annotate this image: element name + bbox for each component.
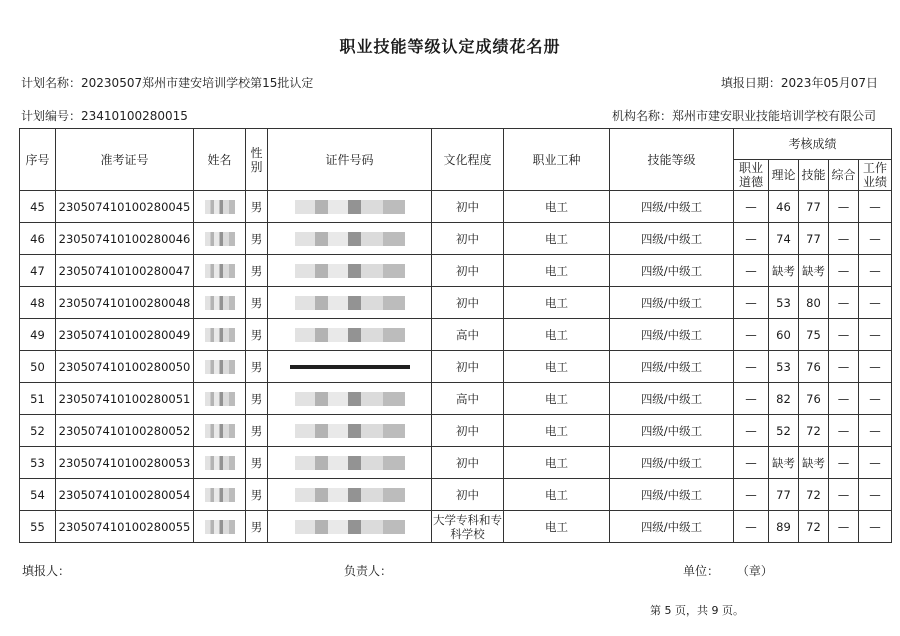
cell-exam-no: 230507410100280045 <box>56 191 194 223</box>
plan-name-label: 计划名称： <box>21 76 82 90</box>
cell-level: 四级/中级工 <box>610 319 734 351</box>
cell-gender: 男 <box>246 447 268 479</box>
cell-gender: 男 <box>246 383 268 415</box>
table-row <box>20 351 892 383</box>
cell-id-redacted <box>268 255 432 287</box>
cell-level: 四级/中级工 <box>610 511 734 543</box>
header-theory: 理论 <box>769 160 799 191</box>
cell-education: 高中 <box>432 319 504 351</box>
cell-moral: — <box>734 287 769 319</box>
cell-id-redacted <box>268 319 432 351</box>
cell-skill: 缺考 <box>799 255 829 287</box>
table-row <box>20 319 892 351</box>
cell-skill: 72 <box>799 415 829 447</box>
redaction-blur <box>205 392 235 406</box>
cell-seq: 55 <box>20 511 56 543</box>
cell-theory: 89 <box>769 511 799 543</box>
cell-exam-no: 230507410100280046 <box>56 223 194 255</box>
header-id-no: 证件号码 <box>268 129 432 191</box>
cell-work: — <box>859 511 892 543</box>
cell-level: 四级/中级工 <box>610 255 734 287</box>
redaction-blur <box>295 328 405 342</box>
org-name-label: 机构名称： <box>611 109 672 123</box>
cell-exam-no: 230507410100280048 <box>56 287 194 319</box>
redaction-blur <box>295 520 405 534</box>
redaction-blur <box>205 456 235 470</box>
cell-work: — <box>859 191 892 223</box>
cell-moral: — <box>734 383 769 415</box>
cell-seq: 45 <box>20 191 56 223</box>
cell-work: — <box>859 351 892 383</box>
cell-gender: 男 <box>246 479 268 511</box>
table-row <box>20 191 892 223</box>
cell-exam-no: 230507410100280047 <box>56 255 194 287</box>
header-level: 技能等级 <box>610 129 734 191</box>
cell-seq: 52 <box>20 415 56 447</box>
cell-moral: — <box>734 223 769 255</box>
cell-skill: 72 <box>799 479 829 511</box>
redaction-blur <box>205 520 235 534</box>
cell-skill: 80 <box>799 287 829 319</box>
cell-level: 四级/中级工 <box>610 287 734 319</box>
redaction-blur <box>205 296 235 310</box>
redaction-blur <box>295 296 405 310</box>
cell-level: 四级/中级工 <box>610 223 734 255</box>
cell-occupation: 电工 <box>504 255 610 287</box>
cell-skill: 77 <box>799 223 829 255</box>
cell-id-redacted <box>268 479 432 511</box>
cell-moral: — <box>734 415 769 447</box>
cell-occupation: 电工 <box>504 223 610 255</box>
cell-occupation: 电工 <box>504 351 610 383</box>
cell-overall: — <box>829 511 859 543</box>
cell-exam-no: 230507410100280053 <box>56 447 194 479</box>
cell-name-redacted <box>194 511 246 543</box>
cell-theory: 53 <box>769 287 799 319</box>
cell-work: — <box>859 287 892 319</box>
cell-level: 四级/中级工 <box>610 191 734 223</box>
redaction-blur <box>295 232 405 246</box>
cell-work: — <box>859 383 892 415</box>
redaction-blur <box>295 456 405 470</box>
cell-theory: 82 <box>769 383 799 415</box>
cell-moral: — <box>734 191 769 223</box>
cell-work: — <box>859 319 892 351</box>
cell-theory: 77 <box>769 479 799 511</box>
cell-occupation: 电工 <box>504 191 610 223</box>
cell-education: 大学专科和专科学校 <box>433 512 502 541</box>
cell-name-redacted <box>194 191 246 223</box>
cell-occupation: 电工 <box>504 287 610 319</box>
page-info: 第 5 页，共 9 页。 <box>650 604 744 617</box>
cell-skill: 75 <box>799 319 829 351</box>
cell-education: 初中 <box>432 479 504 511</box>
score-table <box>19 128 892 543</box>
cell-skill: 72 <box>799 511 829 543</box>
cell-level: 四级/中级工 <box>610 479 734 511</box>
redaction-blur <box>205 328 235 342</box>
cell-level: 四级/中级工 <box>610 447 734 479</box>
cell-seq: 48 <box>20 287 56 319</box>
cell-work: — <box>859 223 892 255</box>
cell-id-redacted <box>268 351 432 383</box>
plan-no-value: 23410100280015 <box>81 109 188 123</box>
cell-skill: 76 <box>799 351 829 383</box>
cell-gender: 男 <box>246 351 268 383</box>
seal-label: （章） <box>736 564 773 578</box>
cell-theory: 60 <box>769 319 799 351</box>
cell-overall: — <box>829 223 859 255</box>
table-row <box>20 287 892 319</box>
cell-theory: 52 <box>769 415 799 447</box>
cell-seq: 50 <box>20 351 56 383</box>
responsible-label: 负责人： <box>344 564 393 578</box>
cell-gender: 男 <box>246 319 268 351</box>
cell-skill: 77 <box>799 191 829 223</box>
cell-exam-no: 230507410100280049 <box>56 319 194 351</box>
cell-education: 高中 <box>432 383 504 415</box>
cell-overall: — <box>829 351 859 383</box>
cell-education: 初中 <box>432 415 504 447</box>
cell-work: — <box>859 447 892 479</box>
table-row <box>20 511 892 543</box>
cell-overall: — <box>829 383 859 415</box>
org-name-line <box>612 107 876 124</box>
cell-overall: — <box>829 287 859 319</box>
header-name: 姓名 <box>194 129 246 191</box>
header-moral: 职业道德 <box>734 160 769 191</box>
cell-name-redacted <box>194 255 246 287</box>
table-row <box>20 223 892 255</box>
cell-name-redacted <box>194 287 246 319</box>
redaction-blur <box>205 360 235 374</box>
redaction-blur <box>295 424 405 438</box>
cell-seq: 46 <box>20 223 56 255</box>
org-name-value: 郑州市建安职业技能培训学校有限公司 <box>671 109 876 123</box>
cell-work: — <box>859 479 892 511</box>
header-occupation: 职业工种 <box>504 129 610 191</box>
cell-name-redacted <box>194 223 246 255</box>
report-date-line <box>721 74 878 91</box>
cell-overall: — <box>829 255 859 287</box>
cell-level: 四级/中级工 <box>610 383 734 415</box>
cell-overall: — <box>829 191 859 223</box>
cell-seq: 47 <box>20 255 56 287</box>
cell-gender: 男 <box>246 191 268 223</box>
cell-name-redacted <box>194 447 246 479</box>
cell-exam-no: 230507410100280050 <box>56 351 194 383</box>
cell-gender: 男 <box>246 415 268 447</box>
cell-education: 初中 <box>432 447 504 479</box>
cell-skill: 76 <box>799 383 829 415</box>
cell-name-redacted <box>194 415 246 447</box>
redaction-blur <box>295 264 405 278</box>
cell-moral: — <box>734 351 769 383</box>
cell-education: 初中 <box>432 223 504 255</box>
redaction-blur <box>205 424 235 438</box>
cell-id-redacted <box>268 287 432 319</box>
cell-work: — <box>859 255 892 287</box>
plan-name-value: 20230507郑州市建安培训学校第15批认定 <box>81 76 314 90</box>
cell-theory: 74 <box>769 223 799 255</box>
table-row <box>20 479 892 511</box>
cell-seq: 53 <box>20 447 56 479</box>
filler-label: 填报人： <box>22 564 71 578</box>
plan-no-line <box>21 107 188 124</box>
report-date-value: 2023年05月07日 <box>780 76 878 90</box>
unit-label: 单位： <box>683 564 720 578</box>
cell-name-redacted <box>194 383 246 415</box>
cell-theory: 缺考 <box>769 447 799 479</box>
header-work: 工作业绩 <box>859 160 892 191</box>
table-row <box>20 255 892 287</box>
plan-name-line <box>21 74 313 91</box>
cell-occupation: 电工 <box>504 383 610 415</box>
header-skill: 技能 <box>799 160 829 191</box>
cell-id-redacted <box>268 511 432 543</box>
cell-name-redacted <box>194 479 246 511</box>
table-row <box>20 415 892 447</box>
cell-education: 初中 <box>432 351 504 383</box>
cell-id-redacted <box>268 191 432 223</box>
cell-work: — <box>859 415 892 447</box>
redaction-blur <box>290 365 410 369</box>
redaction-blur <box>295 392 405 406</box>
cell-id-redacted <box>268 415 432 447</box>
cell-gender: 男 <box>246 511 268 543</box>
cell-exam-no: 230507410100280051 <box>56 383 194 415</box>
cell-occupation: 电工 <box>504 319 610 351</box>
header-exam-no: 准考证号 <box>56 129 194 191</box>
cell-id-redacted <box>268 383 432 415</box>
cell-gender: 男 <box>246 223 268 255</box>
report-date-label: 填报日期： <box>720 76 781 90</box>
cell-education: 初中 <box>432 255 504 287</box>
cell-seq: 49 <box>20 319 56 351</box>
cell-theory: 53 <box>769 351 799 383</box>
cell-theory: 46 <box>769 191 799 223</box>
cell-moral: — <box>734 319 769 351</box>
cell-moral: — <box>734 479 769 511</box>
cell-theory: 缺考 <box>769 255 799 287</box>
cell-exam-no: 230507410100280054 <box>56 479 194 511</box>
cell-occupation: 电工 <box>504 479 610 511</box>
header-overall: 综合 <box>829 160 859 191</box>
cell-id-redacted <box>268 447 432 479</box>
redaction-blur <box>205 264 235 278</box>
cell-overall: — <box>829 447 859 479</box>
cell-overall: — <box>829 319 859 351</box>
cell-exam-no: 230507410100280052 <box>56 415 194 447</box>
score-table-body <box>20 191 892 543</box>
cell-exam-no: 230507410100280055 <box>56 511 194 543</box>
cell-occupation: 电工 <box>504 415 610 447</box>
plan-no-label: 计划编号： <box>21 109 82 123</box>
cell-name-redacted <box>194 351 246 383</box>
cell-level: 四级/中级工 <box>610 351 734 383</box>
header-education: 文化程度 <box>432 129 504 191</box>
cell-occupation: 电工 <box>504 447 610 479</box>
cell-seq: 54 <box>20 479 56 511</box>
cell-id-redacted <box>268 223 432 255</box>
cell-gender: 男 <box>246 255 268 287</box>
cell-name-redacted <box>194 319 246 351</box>
cell-seq: 51 <box>20 383 56 415</box>
cell-moral: — <box>734 511 769 543</box>
table-row <box>20 447 892 479</box>
redaction-blur <box>205 232 235 246</box>
redaction-blur <box>295 200 405 214</box>
unit-line <box>683 562 773 579</box>
cell-overall: — <box>829 415 859 447</box>
cell-skill: 缺考 <box>799 447 829 479</box>
header-seq: 序号 <box>20 129 56 191</box>
cell-education: 初中 <box>432 191 504 223</box>
cell-education: 初中 <box>432 287 504 319</box>
table-row <box>20 383 892 415</box>
redaction-blur <box>205 488 235 502</box>
redaction-blur <box>295 488 405 502</box>
header-scores: 考核成绩 <box>734 129 892 160</box>
cell-gender: 男 <box>246 287 268 319</box>
cell-moral: — <box>734 255 769 287</box>
header-gender: 性别 <box>246 129 268 191</box>
cell-level: 四级/中级工 <box>610 415 734 447</box>
cell-occupation: 电工 <box>504 511 610 543</box>
cell-overall: — <box>829 479 859 511</box>
redaction-blur <box>205 200 235 214</box>
document-title: 职业技能等级认定成绩花名册 <box>339 37 561 56</box>
cell-moral: — <box>734 447 769 479</box>
